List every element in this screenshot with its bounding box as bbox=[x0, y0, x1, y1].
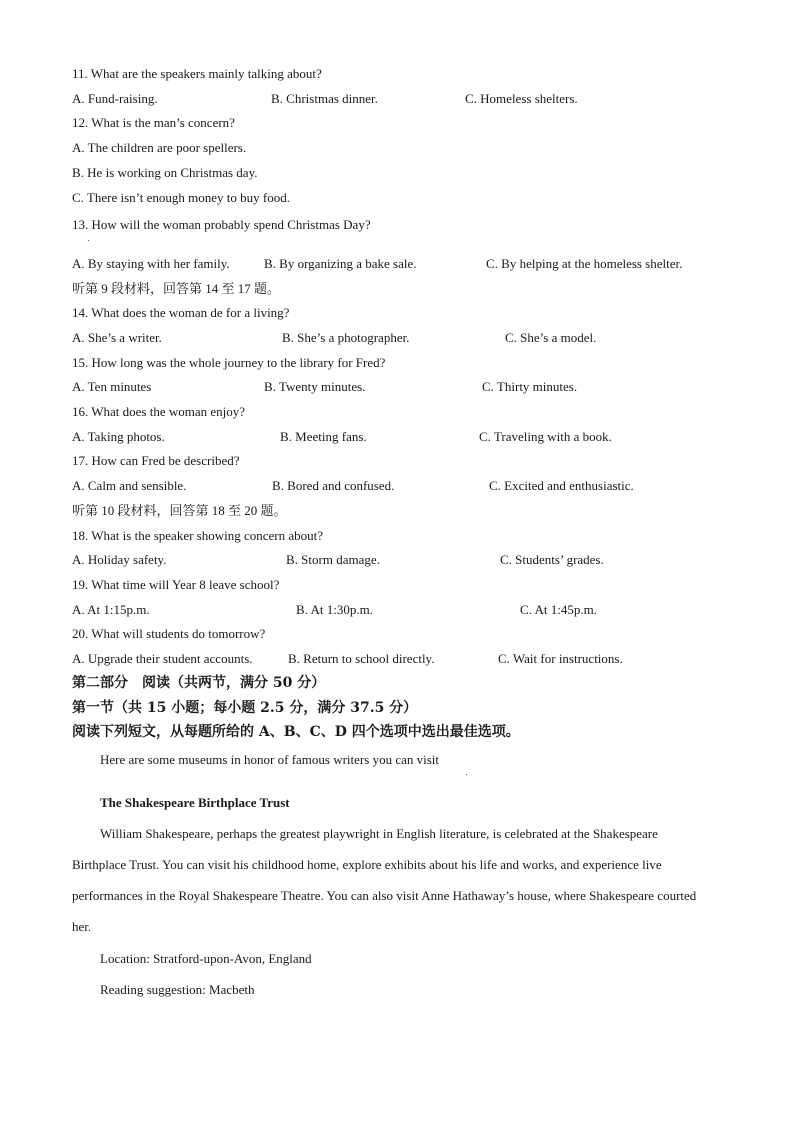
question-19-option-a: A. At 1:15p.m. bbox=[72, 602, 150, 617]
passage-title: The Shakespeare Birthplace Trust bbox=[100, 795, 290, 810]
question-20-option-a: A. Upgrade their student accounts. bbox=[72, 651, 253, 666]
question-13-option-b: B. By organizing a bake sale. bbox=[264, 256, 417, 271]
question-20-stem: 20. What will students do tomorrow? bbox=[72, 626, 266, 641]
question-20-option-c: C. Wait for instructions. bbox=[498, 651, 623, 666]
reading-direction: 阅读下列短文，从每题所给的 A、B、C、D 四个选项中选出最佳选项。 bbox=[72, 724, 520, 740]
question-13-option-c: C. By helping at the homeless shelter. bbox=[486, 256, 683, 271]
question-19-stem: 19. What time will Year 8 leave school? bbox=[72, 577, 280, 592]
question-14-stem: 14. What does the woman de for a living? bbox=[72, 305, 290, 320]
question-14-option-c: C. She’s a model. bbox=[505, 330, 597, 345]
passage-reading-suggestion: Reading suggestion: Macbeth bbox=[100, 982, 255, 997]
question-17-option-c: C. Excited and enthusiastic. bbox=[489, 478, 634, 493]
question-18-stem: 18. What is the speaker showing concern about? bbox=[72, 528, 324, 543]
question-12-option-c: C. There isn’t enough money to buy food. bbox=[72, 190, 290, 205]
question-17-option-a: A. Calm and sensible. bbox=[72, 478, 187, 493]
passage-10-instruction: 听第 10 段材料，回答第 18 至 20 题。 bbox=[72, 503, 287, 518]
question-16-option-a: A. Taking photos. bbox=[72, 429, 165, 444]
question-15-option-c: C. Thirty minutes. bbox=[482, 379, 578, 394]
passage-9-instruction: 听第 9 段材料，回答第 14 至 17 题。 bbox=[72, 281, 281, 296]
question-11-option-c: C. Homeless shelters. bbox=[465, 91, 578, 106]
scan-dot bbox=[466, 774, 467, 775]
question-16-stem: 16. What does the woman enjoy? bbox=[72, 404, 246, 419]
question-12-stem: 12. What is the man’s concern? bbox=[72, 115, 235, 130]
question-14-option-b: B. She’s a photographer. bbox=[282, 330, 410, 345]
question-13-stem: 13. How will the woman probably spend Christmas Day? bbox=[72, 217, 371, 232]
question-13-option-a: A. By staying with her family. bbox=[72, 256, 230, 271]
question-15-option-a: A. Ten minutes bbox=[72, 379, 152, 394]
passage-location: Location: Stratford-upon-Avon, England bbox=[100, 951, 312, 966]
question-11-stem: 11. What are the speakers mainly talking about? bbox=[72, 66, 322, 81]
section-1-title: 第一节（共 15 小题；每小题 2.5 分，满分 37.5 分） bbox=[72, 700, 418, 716]
part-2-title: 第二部分 阅读（共两节，满分 50 分） bbox=[72, 675, 326, 691]
question-19-option-b: B. At 1:30p.m. bbox=[296, 602, 373, 617]
question-18-option-a: A. Holiday safety. bbox=[72, 552, 167, 567]
question-14-option-a: A. She’s a writer. bbox=[72, 330, 162, 345]
question-18-option-b: B. Storm damage. bbox=[286, 552, 380, 567]
question-16-option-b: B. Meeting fans. bbox=[280, 429, 367, 444]
question-20-option-b: B. Return to school directly. bbox=[288, 651, 435, 666]
passage-intro: Here are some museums in honor of famous writers you can visit bbox=[100, 752, 440, 767]
question-11-option-a: A. Fund-raising. bbox=[72, 91, 158, 106]
question-12-option-a: A. The children are poor spellers. bbox=[72, 140, 247, 155]
question-17-option-b: B. Bored and confused. bbox=[272, 478, 395, 493]
question-18-option-c: C. Students’ grades. bbox=[500, 552, 604, 567]
question-17-stem: 17. How can Fred be described? bbox=[72, 453, 240, 468]
question-15-option-b: B. Twenty minutes. bbox=[264, 379, 366, 394]
scan-dot bbox=[88, 240, 89, 241]
question-12-option-b: B. He is working on Christmas day. bbox=[72, 165, 258, 180]
question-15-stem: 15. How long was the whole journey to the library for Fred? bbox=[72, 355, 386, 370]
question-11-option-b: B. Christmas dinner. bbox=[271, 91, 378, 106]
question-19-option-c: C. At 1:45p.m. bbox=[520, 602, 597, 617]
passage-body: William Shakespeare, perhaps the greatest playwright in English literature, is celebrated at the Shakespeare Birthplace Trust. You can visit his childhood home, explore exhibits about his life and works, and experience live performances in the Royal Shakespeare Theatre. You can also visit Anne Hathaway’s house, where Shakespeare courted her. bbox=[72, 826, 697, 934]
question-16-option-c: C. Traveling with a book. bbox=[479, 429, 612, 444]
